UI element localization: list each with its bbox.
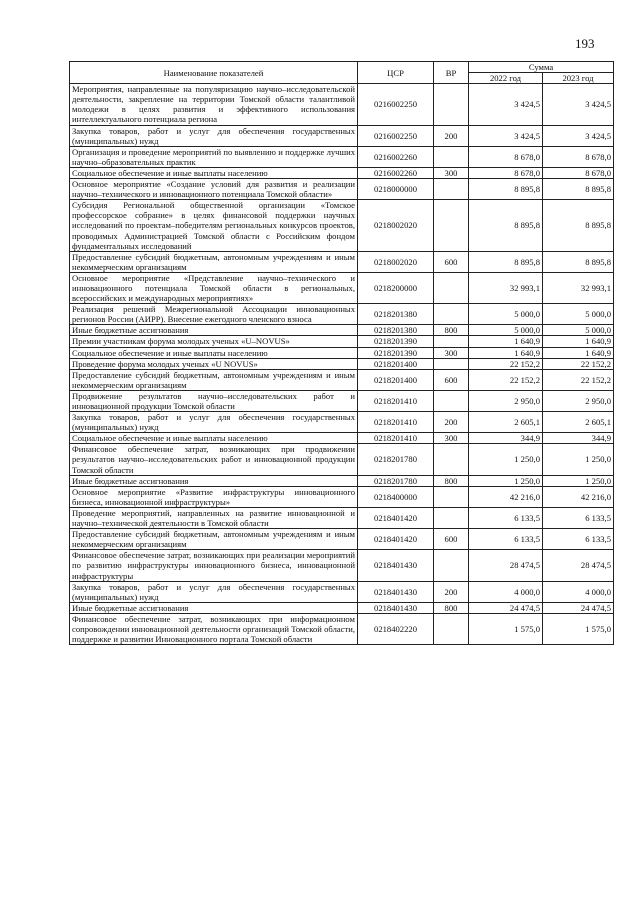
row-csr-cell: 0218401430 (358, 602, 434, 613)
page-number: 193 (575, 36, 595, 51)
row-name-cell: Проведение мероприятий, направленных на развитие инновационной и научно–технической деятельности в Томской области (70, 507, 358, 528)
row-csr-cell: 0218401420 (358, 529, 434, 550)
row-csr-cell: 0218201410 (358, 433, 434, 444)
column-header-sum: Сумма (469, 62, 614, 73)
row-vr-cell (434, 507, 469, 528)
row-csr-cell: 0218201780 (358, 475, 434, 486)
row-2023-cell: 2 605,1 (543, 412, 614, 433)
row-vr-cell: 300 (434, 433, 469, 444)
table-row (70, 272, 614, 303)
row-2023-cell: 8 895,8 (543, 179, 614, 200)
row-name-cell: Социальное обеспечение и иные выплаты населению (70, 347, 358, 358)
row-csr-cell: 0218201410 (358, 390, 434, 411)
budget-table (69, 61, 614, 645)
row-csr-cell: 0218400000 (358, 486, 434, 507)
table-row (70, 369, 614, 390)
row-name-cell: Иные бюджетные ассигнования (70, 602, 358, 613)
table-row (70, 486, 614, 507)
row-vr-cell (434, 613, 469, 644)
row-vr-cell: 800 (434, 602, 469, 613)
table-row (70, 125, 614, 146)
row-csr-cell: 0218200000 (358, 272, 434, 303)
row-2022-cell: 8 895,8 (469, 179, 543, 200)
row-2023-cell: 1 640,9 (543, 336, 614, 347)
row-csr-cell: 0218002020 (358, 200, 434, 251)
row-csr-cell: 0218401430 (358, 550, 434, 581)
row-2023-cell: 2 950,0 (543, 390, 614, 411)
row-vr-cell (434, 390, 469, 411)
row-csr-cell: 0218201400 (358, 369, 434, 390)
row-vr-cell (434, 304, 469, 325)
table-row (70, 433, 614, 444)
row-2023-cell: 5 000,0 (543, 304, 614, 325)
row-2023-cell: 22 152,2 (543, 369, 614, 390)
row-name-cell: Финансовое обеспечение затрат, возникающих при реализации мероприятий по развитию инфраструктуры инновационного бизнеса, инновационной инфраструктуры (70, 550, 358, 581)
row-csr-cell: 0218000000 (358, 179, 434, 200)
row-2023-cell: 32 993,1 (543, 272, 614, 303)
row-2022-cell: 1 640,9 (469, 347, 543, 358)
row-2022-cell: 8 678,0 (469, 146, 543, 167)
row-vr-cell (434, 179, 469, 200)
table-row (70, 581, 614, 602)
row-2022-cell: 8 895,8 (469, 200, 543, 251)
column-header-vr: ВР (434, 62, 469, 84)
table-row (70, 200, 614, 251)
row-name-cell: Реализация решений Межрегиональной Ассоциации инновационных регионов России (АИРР). Внесение ежегодного членского взноса (70, 304, 358, 325)
table-row (70, 602, 614, 613)
table-row (70, 347, 614, 358)
row-2023-cell: 28 474,5 (543, 550, 614, 581)
row-name-cell: Предоставление субсидий бюджетным, автономным учреждениям и иным некоммерческим организациям (70, 529, 358, 550)
row-name-cell: Предоставление субсидий бюджетным, автономным учреждениям и иным некоммерческим организациям (70, 369, 358, 390)
row-2023-cell: 1 250,0 (543, 444, 614, 475)
table-row (70, 507, 614, 528)
row-name-cell: Финансовое обеспечение затрат, возникающих при продвижении результатов научно–исследовательских работ и инновационной продукции Томской области (70, 444, 358, 475)
row-2022-cell: 1 575,0 (469, 613, 543, 644)
row-2022-cell: 22 152,2 (469, 369, 543, 390)
row-2022-cell: 32 993,1 (469, 272, 543, 303)
table-row (70, 325, 614, 336)
row-2022-cell: 2 605,1 (469, 412, 543, 433)
table-row (70, 304, 614, 325)
row-name-cell: Социальное обеспечение и иные выплаты населению (70, 433, 358, 444)
row-name-cell: Финансовое обеспечение затрат, возникающих при информационном сопровождении инновационной деятельности организаций Томской области, поддержке и развитии Инновационного портала Томской области (70, 613, 358, 644)
row-2022-cell: 3 424,5 (469, 84, 543, 125)
row-2023-cell: 1 575,0 (543, 613, 614, 644)
table-row (70, 179, 614, 200)
table-row (70, 336, 614, 347)
row-vr-cell: 200 (434, 581, 469, 602)
row-vr-cell (434, 358, 469, 369)
row-name-cell: Продвижение результатов научно–исследовательских работ и инновационной продукции Томской области (70, 390, 358, 411)
row-vr-cell (434, 146, 469, 167)
row-2023-cell: 3 424,5 (543, 125, 614, 146)
row-2023-cell: 6 133,5 (543, 529, 614, 550)
row-vr-cell (434, 486, 469, 507)
row-vr-cell: 300 (434, 167, 469, 178)
row-2022-cell: 5 000,0 (469, 325, 543, 336)
row-name-cell: Основное мероприятие «Создание условий для развития и реализации научно–технического и инновационного потенциала Томской области» (70, 179, 358, 200)
header-row (70, 62, 614, 73)
row-vr-cell: 600 (434, 369, 469, 390)
row-vr-cell: 600 (434, 251, 469, 272)
column-header-2022: 2022 год (469, 73, 543, 84)
row-2022-cell: 28 474,5 (469, 550, 543, 581)
row-2022-cell: 3 424,5 (469, 125, 543, 146)
row-vr-cell: 200 (434, 125, 469, 146)
table-row (70, 529, 614, 550)
row-csr-cell: 0218002020 (358, 251, 434, 272)
table-row (70, 358, 614, 369)
row-2023-cell: 1 250,0 (543, 475, 614, 486)
table-row (70, 444, 614, 475)
row-csr-cell: 0218401430 (358, 581, 434, 602)
row-2022-cell: 22 152,2 (469, 358, 543, 369)
table-row (70, 412, 614, 433)
row-2023-cell: 4 000,0 (543, 581, 614, 602)
row-csr-cell: 0216002260 (358, 167, 434, 178)
table-row (70, 251, 614, 272)
row-name-cell: Основное мероприятие «Развитие инфраструктуры инновационного бизнеса, инновационной инфраструктуры» (70, 486, 358, 507)
row-name-cell: Предоставление субсидий бюджетным, автономным учреждениям и иным некоммерческим организациям (70, 251, 358, 272)
row-2022-cell: 8 678,0 (469, 167, 543, 178)
row-vr-cell: 800 (434, 325, 469, 336)
row-name-cell: Иные бюджетные ассигнования (70, 475, 358, 486)
row-2023-cell: 24 474,5 (543, 602, 614, 613)
row-vr-cell (434, 84, 469, 125)
row-2023-cell: 6 133,5 (543, 507, 614, 528)
row-csr-cell: 0218402220 (358, 613, 434, 644)
row-csr-cell: 0218201400 (358, 358, 434, 369)
row-name-cell: Основное мероприятие «Представление научно–технического и инновационного потенциала Томской области в региональных, всероссийских и международных мероприятиях» (70, 272, 358, 303)
row-2022-cell: 2 950,0 (469, 390, 543, 411)
row-2023-cell: 1 640,9 (543, 347, 614, 358)
row-name-cell: Иные бюджетные ассигнования (70, 325, 358, 336)
row-vr-cell: 600 (434, 529, 469, 550)
row-2023-cell: 344,9 (543, 433, 614, 444)
row-2023-cell: 42 216,0 (543, 486, 614, 507)
row-name-cell: Закупка товаров, работ и услуг для обеспечения государственных (муниципальных) нужд (70, 412, 358, 433)
row-csr-cell: 0218201380 (358, 304, 434, 325)
row-2023-cell: 5 000,0 (543, 325, 614, 336)
column-header-name: Наименование показателей (70, 62, 358, 84)
row-csr-cell: 0218401420 (358, 507, 434, 528)
row-2023-cell: 22 152,2 (543, 358, 614, 369)
row-2022-cell: 8 895,8 (469, 251, 543, 272)
row-2022-cell: 6 133,5 (469, 529, 543, 550)
row-2022-cell: 1 250,0 (469, 444, 543, 475)
row-csr-cell: 0218201780 (358, 444, 434, 475)
row-vr-cell (434, 550, 469, 581)
row-2022-cell: 5 000,0 (469, 304, 543, 325)
row-csr-cell: 0216002250 (358, 84, 434, 125)
table-row (70, 146, 614, 167)
row-name-cell: Закупка товаров, работ и услуг для обеспечения государственных (муниципальных) нужд (70, 125, 358, 146)
row-csr-cell: 0216002260 (358, 146, 434, 167)
table-row (70, 475, 614, 486)
row-2023-cell: 8 895,8 (543, 200, 614, 251)
row-2023-cell: 8 678,0 (543, 167, 614, 178)
row-2022-cell: 1 250,0 (469, 475, 543, 486)
row-2022-cell: 1 640,9 (469, 336, 543, 347)
row-csr-cell: 0216002250 (358, 125, 434, 146)
row-csr-cell: 0218201410 (358, 412, 434, 433)
row-name-cell: Премии участникам форума молодых ученых «U–NOVUS» (70, 336, 358, 347)
table-row (70, 84, 614, 125)
column-header-2023: 2023 год (543, 73, 614, 84)
table-row (70, 167, 614, 178)
row-2022-cell: 6 133,5 (469, 507, 543, 528)
row-csr-cell: 0218201390 (358, 347, 434, 358)
row-2023-cell: 8 678,0 (543, 146, 614, 167)
row-csr-cell: 0218201380 (358, 325, 434, 336)
row-vr-cell (434, 272, 469, 303)
row-2023-cell: 3 424,5 (543, 84, 614, 125)
row-vr-cell: 800 (434, 475, 469, 486)
row-csr-cell: 0218201390 (358, 336, 434, 347)
row-name-cell: Организация и проведение мероприятий по выявлению и поддержке лучших научно–образовательных практик (70, 146, 358, 167)
row-2022-cell: 344,9 (469, 433, 543, 444)
row-name-cell: Субсидия Региональной общественной организации «Томское профессорское собрание» в целях финансовой поддержки научных исследований по проектам–победителям региональных конкурсов проектов, проводимых Администрацией Томской области с Российским фондом фундаментальных исследований (70, 200, 358, 251)
row-vr-cell: 300 (434, 347, 469, 358)
row-2022-cell: 42 216,0 (469, 486, 543, 507)
table-row (70, 390, 614, 411)
column-header-csr: ЦСР (358, 62, 434, 84)
row-vr-cell (434, 444, 469, 475)
row-vr-cell (434, 200, 469, 251)
row-vr-cell: 200 (434, 412, 469, 433)
row-2022-cell: 4 000,0 (469, 581, 543, 602)
table-row (70, 613, 614, 644)
row-2022-cell: 24 474,5 (469, 602, 543, 613)
table-row (70, 550, 614, 581)
row-name-cell: Социальное обеспечение и иные выплаты населению (70, 167, 358, 178)
row-vr-cell (434, 336, 469, 347)
row-name-cell: Мероприятия, направленные на популяризацию научно–исследовательской деятельности, закрепление на территории Томской области талантливой молодежи в целях развития и эффективного использования интеллектуального потенциала региона (70, 84, 358, 125)
row-name-cell: Закупка товаров, работ и услуг для обеспечения государственных (муниципальных) нужд (70, 581, 358, 602)
row-name-cell: Проведение форума молодых ученых «U NOVUS» (70, 358, 358, 369)
row-2023-cell: 8 895,8 (543, 251, 614, 272)
